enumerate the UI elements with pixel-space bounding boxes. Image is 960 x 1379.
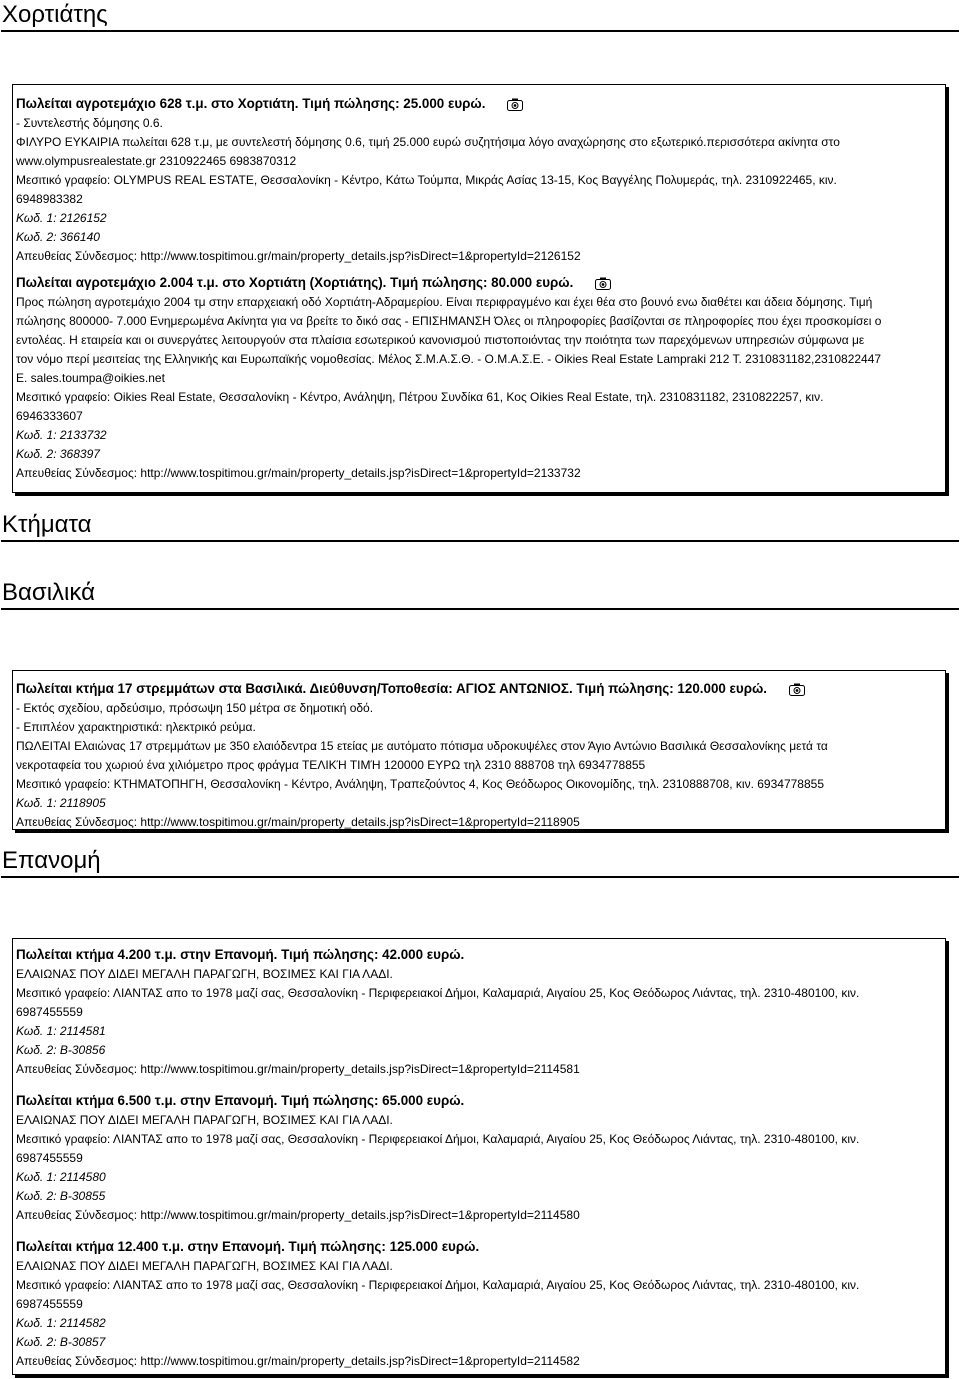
- listing-title: Πωλείται κτήμα 12.400 τ.μ. στην Επανομή. Τιμή πώλησης: 125.000 ευρώ.: [16, 1239, 480, 1254]
- listing-code-2: Κωδ. 2: Β-30857: [16, 1335, 106, 1349]
- camera-icon[interactable]: [595, 277, 611, 290]
- listing-agency: Μεσιτικό γραφείο: OLYMPUS REAL ESTATE, Θεσσαλονίκη - Κέντρο, Κάτω Τούμπα, Μικράς Ασίας 13-15, Κος Βαγγέλης Πολυμεράς, τηλ. 2310922465, κιν.: [16, 173, 837, 187]
- listing-code-2: Κωδ. 2: 368397: [16, 447, 100, 461]
- listing-detail: ΠΩΛΕΙΤΑΙ Ελαιώνας 17 στρεμμάτων με 350 ελαιόδεντρα 15 ετείας με αυτόματο πότισμα υδροκυψέλες στον Άγιο Αντώνιο Βασιλικά Θεσσαλονίκης μετά τα: [16, 739, 828, 753]
- listing-item: [16, 945, 945, 1079]
- listing-detail: 6987455559: [16, 1297, 83, 1311]
- listing-detail: 6987455559: [16, 1151, 83, 1165]
- section-vasilika: [0, 578, 960, 610]
- section-divider: [1, 540, 959, 542]
- listing-code-1: Κωδ. 1: 2114581: [16, 1024, 106, 1038]
- listing-title: Πωλείται αγροτεμάχιο 628 τ.μ. στο Χορτιάτη. Τιμή πώλησης: 25.000 ευρώ.: [16, 96, 486, 111]
- section-heading: Βασιλικά: [2, 579, 95, 606]
- listing-item: [16, 273, 945, 483]
- listing-detail: ΕΛΑΙΩΝΑΣ ΠΟΥ ΔΙΔΕΙ ΜΕΓΑΛΗ ΠΑΡΑΓΩΓΗ, ΒΟΣΙΜΕΣ ΚΑΙ ΓΙΑ ΛΑΔΙ.: [16, 1113, 393, 1127]
- listing-title: Πωλείται κτήμα 4.200 τ.μ. στην Επανομή. Τιμή πώλησης: 42.000 ευρώ.: [16, 947, 465, 962]
- section-heading: Επανομή: [2, 847, 101, 874]
- listing-agency: Μεσιτικό γραφείο: ΚΤΗΜΑΤΟΠΗΓΗ, Θεσσαλονίκη - Κέντρο, Ανάληψη, Τραπεζούντος 4, Κος Θεόδωρος Οικονομίδης, τηλ. 2310888708, κιν. 6934778855: [16, 777, 824, 791]
- listing-detail: 6987455559: [16, 1005, 83, 1019]
- listing-code-1: Κωδ. 1: 2118905: [16, 796, 106, 810]
- listing-detail: ΦΙΛΥΡΟ ΕΥΚΑΙΡΙΑ πωλείται 628 τ.μ, με συντελεστή δόμησης 0.6, τιμή 25.000 ευρώ συζητήσιμα λόγο αναχώρησης στο εξωτερικό.περισσότερα ακίνητα στο: [16, 135, 840, 149]
- listing-item: [16, 1091, 945, 1225]
- listing-detail: - Συντελεστής δόμησης 0.6.: [16, 116, 163, 130]
- listing-code-1: Κωδ. 1: 2114582: [16, 1316, 106, 1330]
- section-ktimata: [0, 510, 960, 542]
- listing-box: [12, 84, 946, 493]
- listing-item: [16, 679, 945, 832]
- listing-link[interactable]: Απευθείας Σύνδεσμος: http://www.tospitimou.gr/main/property_details.jsp?isDirect=1&propertyId=2118905: [16, 815, 580, 829]
- listing-title: Πωλείται κτήμα 17 στρεμμάτων στα Βασιλικά. Διεύθυνση/Τοποθεσία: ΑΓΙΟΣ ΑΝΤΩΝΙΟΣ. Τιμή πώλησης: 120.000 ευρώ.: [16, 681, 768, 696]
- listing-code-1: Κωδ. 1: 2126152: [16, 211, 107, 225]
- camera-icon[interactable]: [507, 98, 523, 111]
- listing-detail: Προς πώληση αγροτεμάχιο 2004 τμ στην επαρχειακή οδό Χορτιάτη-Αδραμερίου. Είναι περιφραγμένο και έχει θέα στο βουνό ενω διαθέτει και άδεια δόμησης. Τιμή: [16, 295, 873, 309]
- section-chortiatis: [0, 0, 960, 32]
- listing-detail: - Επιπλέον χαρακτηριστικά: ηλεκτρικό ρεύμα.: [16, 720, 256, 734]
- listing-detail: τον νόμο περί μεσιτείας της Ελληνικής και Ευρωπαϊκής νομοθεσίας. Μέλος Σ.Μ.Α.Σ.Θ. - Ο.Μ.Α.Σ.Ε. - Oikies Real Estate Lampraki 212 T. 2310831182,2310822447: [16, 352, 882, 366]
- listing-detail: E. sales.toumpa@oikies.net: [16, 371, 165, 385]
- listing-detail: νεκροταφεία του χωριού ένα χιλιόμετρο προς φράγμα ΤΕΛΙΚΉ ΤΙΜΉ 120000 ΕΥΡΩ τηλ 2310 888708 τηλ 6934778855: [16, 758, 646, 772]
- listing-detail: 6948983382: [16, 192, 83, 206]
- listing-agency: Μεσιτικό γραφείο: ΛΙΑΝΤΑΣ απο το 1978 μαζί σας, Θεσσαλονίκη - Περιφερειακοί Δήμοι, Καλαμαριά, Αιγαίου 25, Κος Θεόδωρος Λιάντας, τηλ. 2310-480100, κιν.: [16, 1132, 860, 1146]
- listing-link[interactable]: Απευθείας Σύνδεσμος: http://www.tospitimou.gr/main/property_details.jsp?isDirect=1&propertyId=2114582: [16, 1354, 580, 1368]
- listing-code-1: Κωδ. 1: 2114580: [16, 1170, 106, 1184]
- listing-code-1: Κωδ. 1: 2133732: [16, 428, 107, 442]
- listing-link[interactable]: Απευθείας Σύνδεσμος: http://www.tospitimou.gr/main/property_details.jsp?isDirect=1&propertyId=2126152: [16, 249, 581, 263]
- listing-detail: πώλησης 800000- 7.000 Ενημερωμένα Ακίνητα για να βρείτε το δικό σας - ΕΠΙΣΗΜΑΝΣΗ Όλες οι πληροφορίες βασίζονται σε πληροφορίες που έχει προσκομίσει ο: [16, 314, 882, 328]
- listing-box: [12, 938, 946, 1375]
- listing-link[interactable]: Απευθείας Σύνδεσμος: http://www.tospitimou.gr/main/property_details.jsp?isDirect=1&propertyId=2114580: [16, 1208, 580, 1222]
- listing-detail: εντολέας. Η εταιρεία και οι συνεργάτες λειτουργούν στα πλαίσια εσωτερικού κανονισμού πιστοποιόντας την ποιότητα των παρεχόμενων υπηρεσιών σύμφωνα με: [16, 333, 865, 347]
- camera-icon[interactable]: [789, 683, 805, 696]
- section-heading: Χορτιάτης: [2, 1, 108, 28]
- listing-title: Πωλείται αγροτεμάχιο 2.004 τ.μ. στο Χορτιάτη (Χορτιάτης). Τιμή πώλησης: 80.000 ευρώ.: [16, 275, 574, 290]
- listing-agency: Μεσιτικό γραφείο: ΛΙΑΝΤΑΣ απο το 1978 μαζί σας, Θεσσαλονίκη - Περιφερειακοί Δήμοι, Καλαμαριά, Αιγαίου 25, Κος Θεόδωρος Λιάντας, τηλ. 2310-480100, κιν.: [16, 1278, 860, 1292]
- listing-title: Πωλείται κτήμα 6.500 τ.μ. στην Επανομή. Τιμή πώλησης: 65.000 ευρώ.: [16, 1093, 465, 1108]
- listing-link[interactable]: Απευθείας Σύνδεσμος: http://www.tospitimou.gr/main/property_details.jsp?isDirect=1&propertyId=2114581: [16, 1062, 580, 1076]
- listing-item: [16, 1237, 945, 1371]
- listing-code-2: Κωδ. 2: Β-30855: [16, 1189, 106, 1203]
- listing-detail: ΕΛΑΙΩΝΑΣ ΠΟΥ ΔΙΔΕΙ ΜΕΓΑΛΗ ΠΑΡΑΓΩΓΗ, ΒΟΣΙΜΕΣ ΚΑΙ ΓΙΑ ΛΑΔΙ.: [16, 1259, 393, 1273]
- section-divider: [1, 876, 959, 878]
- listing-item: [16, 94, 945, 266]
- section-heading: Κτήματα: [2, 511, 92, 538]
- listing-code-2: Κωδ. 2: Β-30856: [16, 1043, 106, 1057]
- listing-detail: www.olympusrealestate.gr 2310922465 6983870312: [16, 154, 297, 168]
- section-divider: [1, 30, 959, 32]
- listing-agency: Μεσιτικό γραφείο: Oikies Real Estate, Θεσσαλονίκη - Κέντρο, Ανάληψη, Πέτρου Συνδίκα 61, Κος Oikies Real Estate, τηλ. 2310831182, 2310822257, κιν.: [16, 390, 824, 404]
- listing-detail: ΕΛΑΙΩΝΑΣ ΠΟΥ ΔΙΔΕΙ ΜΕΓΑΛΗ ΠΑΡΑΓΩΓΗ, ΒΟΣΙΜΕΣ ΚΑΙ ΓΙΑ ΛΑΔΙ.: [16, 967, 393, 981]
- listing-agency: Μεσιτικό γραφείο: ΛΙΑΝΤΑΣ απο το 1978 μαζί σας, Θεσσαλονίκη - Περιφερειακοί Δήμοι, Καλαμαριά, Αιγαίου 25, Κος Θεόδωρος Λιάντας, τηλ. 2310-480100, κιν.: [16, 986, 860, 1000]
- listing-detail: - Εκτός σχεδίου, αρδεύσιμο, πρόσωψη 150 μέτρα σε δημοτική οδό.: [16, 701, 374, 715]
- section-epanomi: [0, 846, 960, 878]
- listing-detail: 6946333607: [16, 409, 83, 423]
- listing-code-2: Κωδ. 2: 366140: [16, 230, 100, 244]
- section-divider: [1, 608, 959, 610]
- listing-link[interactable]: Απευθείας Σύνδεσμος: http://www.tospitimou.gr/main/property_details.jsp?isDirect=1&propertyId=2133732: [16, 466, 581, 480]
- listing-box: [12, 670, 946, 830]
